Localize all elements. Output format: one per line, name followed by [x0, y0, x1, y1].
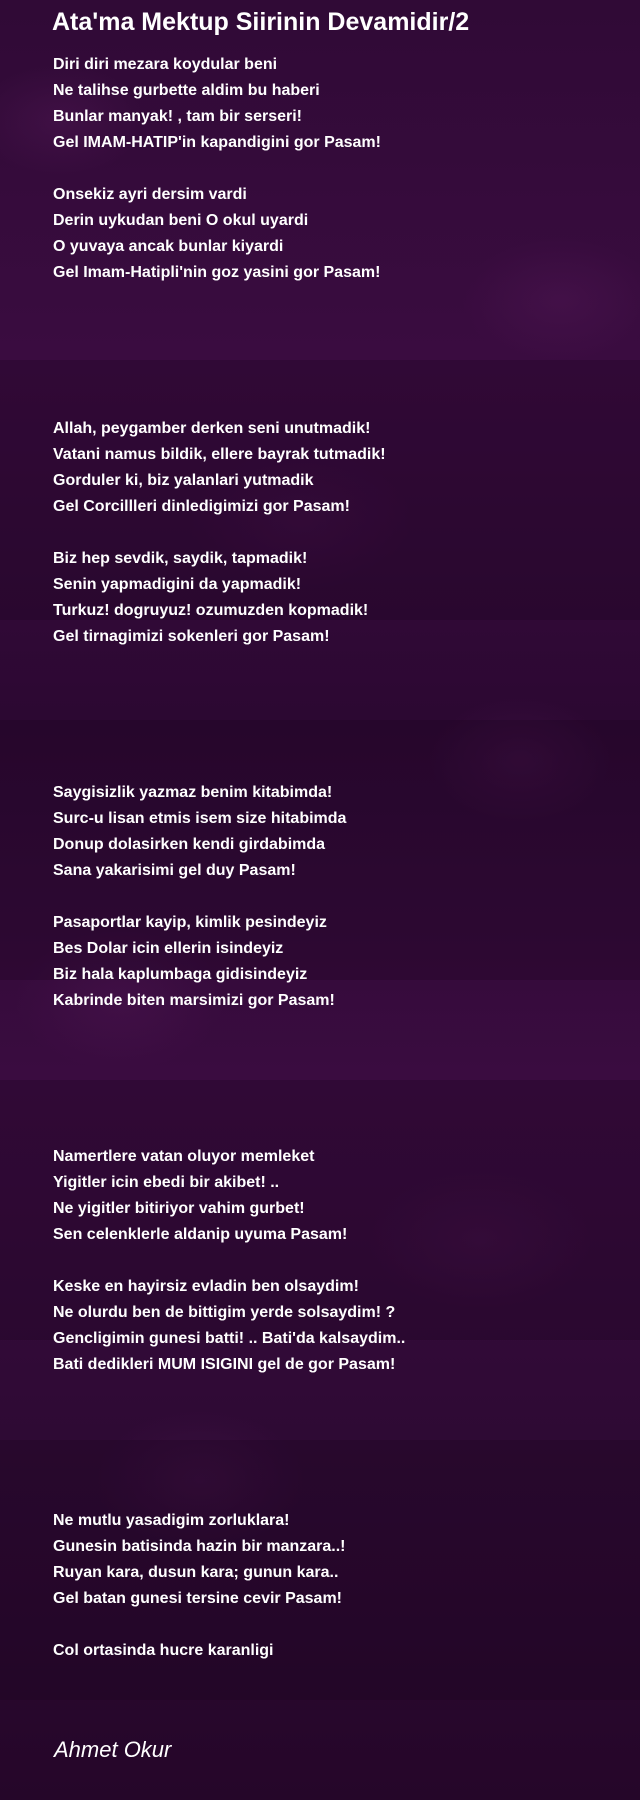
poem-line: Ne mutlu yasadigim zorluklara!: [53, 1512, 290, 1529]
poem-line: Gorduler ki, biz yalanlari yutmadik: [53, 472, 314, 489]
poem-line: Biz hala kaplumbaga gidisindeyiz: [53, 966, 308, 983]
poem-body: [53, 52, 613, 1664]
poem-line: Allah, peygamber derken seni unutmadik!: [53, 420, 371, 437]
poem-line: Col ortasinda hucre karanligi: [53, 1642, 274, 1659]
poem-line: Sana yakarisimi gel duy Pasam!: [53, 862, 296, 879]
stanza: [53, 1508, 613, 1612]
stanza: [53, 1638, 613, 1664]
poem-line: Bunlar manyak! , tam bir serseri!: [53, 108, 302, 125]
poem-line: Bes Dolar icin ellerin isindeyiz: [53, 940, 284, 957]
stanza-gap: [53, 884, 613, 910]
poem-line: Ne yigitler bitiriyor vahim gurbet!: [53, 1200, 305, 1217]
poem-line: Senin yapmadigini da yapmadik!: [53, 576, 302, 593]
stanza: [53, 1144, 613, 1248]
author-name: Ahmet Okur: [54, 1737, 172, 1762]
poem-line: Gel batan gunesi tersine cevir Pasam!: [53, 1590, 343, 1607]
poem-line: Kabrinde biten marsimizi gor Pasam!: [53, 992, 335, 1009]
poem-line: Yigitler icin ebedi bir akibet! ..: [53, 1174, 280, 1191]
poem-line: Sen celenklerle aldanip uyuma Pasam!: [53, 1226, 348, 1243]
stanza: [53, 1274, 613, 1378]
poem-line: Biz hep sevdik, saydik, tapmadik!: [53, 550, 308, 567]
stanza-gap: [53, 1612, 613, 1638]
poem-line: Diri diri mezara koydular beni: [53, 56, 278, 73]
poem-title: Ata'ma Mektup Siirinin Devamidir/2: [52, 8, 470, 36]
poem-line: Ruyan kara, dusun kara; gunun kara..: [53, 1564, 339, 1581]
poem-line: Onsekiz ayri dersim vardi: [53, 186, 247, 203]
poem-line: Ne olurdu ben de bittigim yerde solsaydim! ?: [53, 1304, 396, 1321]
poem-line: Gel Imam-Hatipli'nin goz yasini gor Pasam!: [53, 264, 381, 281]
poem-line: Keske en hayirsiz evladin ben olsaydim!: [53, 1278, 359, 1295]
poem-line: Derin uykudan beni O okul uyardi: [53, 212, 309, 229]
poem-line: Gencligimin gunesi batti! .. Bati'da kalsaydim..: [53, 1330, 406, 1347]
poem-line: Turkuz! dogruyuz! ozumuzden kopmadik!: [53, 602, 369, 619]
stanza-gap: [53, 156, 613, 182]
section-gap: [53, 1378, 613, 1508]
poem-line: Ne talihse gurbette aldim bu haberi: [53, 82, 320, 99]
stanza-gap: [53, 1248, 613, 1274]
poem-line: Bati dedikleri MUM ISIGINI gel de gor Pasam!: [53, 1356, 396, 1373]
poem-line: Vatani namus bildik, ellere bayrak tutmadik!: [53, 446, 386, 463]
stanza: [53, 780, 613, 884]
section-gap: [53, 286, 613, 416]
stanza: [53, 910, 613, 1014]
poem-line: Pasaportlar kayip, kimlik pesindeyiz: [53, 914, 327, 931]
stanza: [53, 546, 613, 650]
poem-line: Gel tirnagimizi sokenleri gor Pasam!: [53, 628, 330, 645]
poem-line: O yuvaya ancak bunlar kiyardi: [53, 238, 284, 255]
section-gap: [53, 1014, 613, 1144]
stanza-gap: [53, 520, 613, 546]
poem-line: Gel Corcillleri dinledigimizi gor Pasam!: [53, 498, 350, 515]
stanza: [53, 416, 613, 520]
poem-line: Surc-u lisan etmis isem size hitabimda: [53, 810, 347, 827]
poem-line: Donup dolasirken kendi girdabimda: [53, 836, 326, 853]
poem-line: Gel IMAM-HATIP'in kapandigini gor Pasam!: [53, 134, 381, 151]
poem-line: Saygisizlik yazmaz benim kitabimda!: [53, 784, 333, 801]
poem-line: Namertlere vatan oluyor memleket: [53, 1148, 315, 1165]
stanza: [53, 52, 613, 156]
poem-line: Gunesin batisinda hazin bir manzara..!: [53, 1538, 346, 1555]
section-gap: [53, 650, 613, 780]
stanza: [53, 182, 613, 286]
